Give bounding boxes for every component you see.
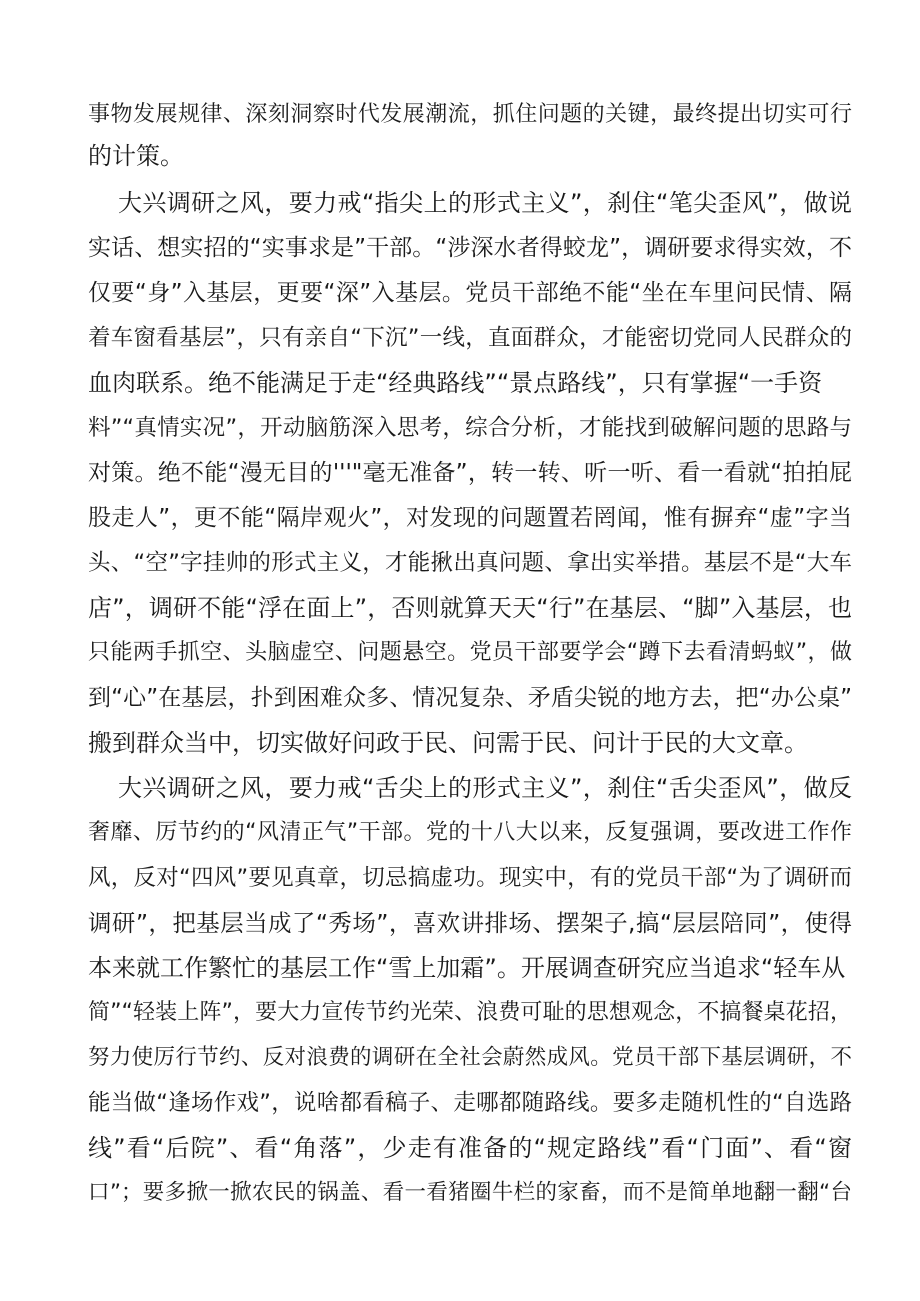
text-line: 本来就工作繁忙的基层工作“雪上加霜”。开展调查研究应当追求“轻车从 <box>88 954 846 982</box>
text-line: 奢靡、厉节约的“风清正气”干部。党的十八大以来，反复强调，要改进工作作 <box>88 820 852 845</box>
text-line: 店”，调研不能“浮在面上”，否则就算天天“行”在基层、“脚”入基层，也 <box>88 594 852 622</box>
text-line: 着车窗看基层”，只有亲自“下沉”一线，直面群众，才能密切党同人民群众的 <box>88 325 852 351</box>
text-line: 调研”，把基层当成了“秀场”，喜欢讲排场、摆架子,搞“层层陪同”，使得 <box>88 909 852 937</box>
text-line: 料”“真情实况”，开动脑筋深入思考，综合分析，才能找到破解问题的思路与 <box>88 415 852 441</box>
text-line: 实话、想实招的“实事求是”干部。“涉深水者得蛟龙”，调研要求得实效，不 <box>88 235 852 261</box>
text-line: 口”；要多掀一掀农民的锅盖、看一看猪圈牛栏的家畜，而不是简单地翻一翻“台 <box>88 1180 852 1205</box>
text-line: 血肉联系。绝不能满足于走“经典路线”“景点路线”，只有掌握“一手资 <box>88 369 823 397</box>
text-line: 只能两手抓空、头脑虚空、问题悬空。党员干部要学会“蹲下去看清蚂蚁”，做 <box>88 640 852 665</box>
text-line: 股走人”，更不能“隔岸观火”，对发现的问题置若罔闻，惟有摒弃“虚”字当 <box>88 505 852 531</box>
text-line: 对策。绝不能“漫无目的'''"毫无准备”，转一转、听一听、看一看就“拍拍屁 <box>88 460 852 486</box>
text-line: 头、“空”字挂帅的形式主义，才能揪出真问题、拿出实举措。基层不是“大车 <box>88 550 852 576</box>
text-line: 的计策。 <box>88 142 184 170</box>
text-line: 大兴调研之风，要力戒“舌尖上的形式主义”，刹住“舌尖歪风”，做反 <box>118 774 852 802</box>
text-line: 风，反对“四风”要见真章，切忌搞虚功。现实中，有的党员干部“为了调研而 <box>88 865 852 891</box>
text-line: 线”看“后院”、看“角落”，少走有准备的“规定路线”看“门面”、看“窗 <box>88 1134 852 1162</box>
text-line: 搬到群众当中，切实做好问政于民、问需于民、问计于民的大文章。 <box>88 729 808 757</box>
text-line: 努力使厉行节约、反对浪费的调研在全社会蔚然成风。党员干部下基层调研，不 <box>88 1045 852 1070</box>
text-line: 简”“轻装上阵”，要大力宣传节约光荣、浪费可耻的思想观念，不搞餐桌花招， <box>88 1000 852 1025</box>
text-line: 仅要“身”入基层，更要“深”入基层。党员干部绝不能“坐在车里问民情、隔 <box>88 280 852 306</box>
text-line: 事物发展规律、深刻洞察时代发展潮流，抓住问题的关键，最终提出切实可行 <box>88 102 852 127</box>
text-line: 能当做“逢场作戏”，说啥都看稿子、走哪都随路线。要多走随机性的“自选路 <box>88 1090 852 1116</box>
text-line: 大兴调研之风，要力戒“指尖上的形式主义”，刹住“笔尖歪风”，做说 <box>118 189 852 217</box>
text-line: 到“心”在基层，扑到困难众多、情况复杂、矛盾尖锐的地方去，把“办公桌” <box>88 685 852 711</box>
